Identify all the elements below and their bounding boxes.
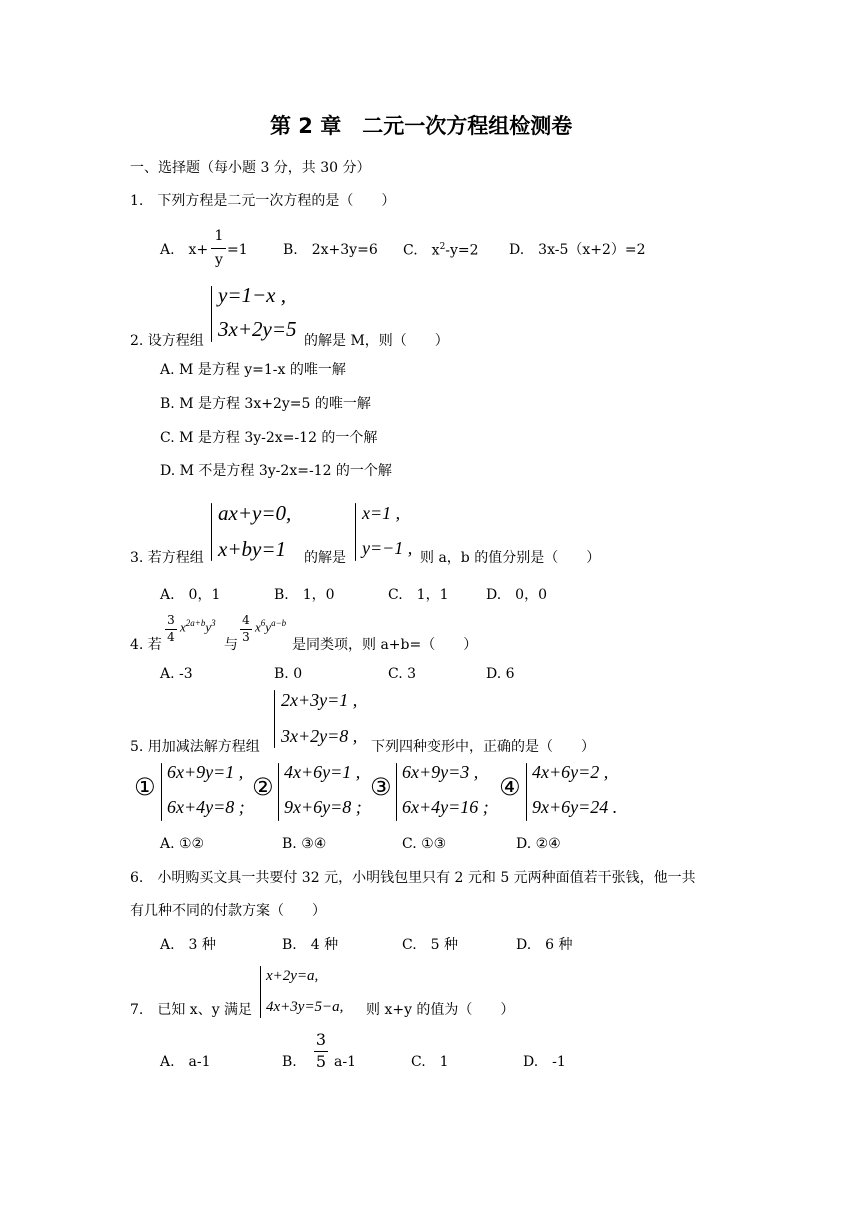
question-2-stem: 2. 设方程组 — [130, 333, 204, 349]
equation: 4x+6y=1 , — [284, 762, 361, 782]
system-brace — [278, 763, 279, 821]
option-c: C. 1 — [411, 1054, 449, 1070]
equation: 6x+9y=3 , — [402, 762, 479, 782]
equation: 9x+6y=8 ; — [284, 797, 362, 817]
question-6-line-2: 有几种不同的付款方案（ ） — [130, 903, 326, 919]
question-4-stem: 4. 若 — [130, 637, 162, 653]
option-d: D. 3x-5（x+2）=2 — [509, 242, 646, 258]
equation: x+by=1 — [218, 537, 286, 561]
equation: 6x+4y=8 ; — [167, 797, 245, 817]
question-3-stem: 3. 若方程组 — [130, 550, 204, 566]
fraction-numerator: 1 — [214, 228, 224, 244]
option-a: A. ①② — [160, 836, 205, 852]
fraction-denominator: 5 — [315, 1052, 327, 1071]
fraction-denominator: 3 — [242, 630, 250, 644]
fraction-numerator: 3 — [167, 613, 175, 627]
option-d: D. 0，0 — [486, 587, 547, 603]
section-heading: 一、选择题（每小题 3 分，共 30 分） — [130, 160, 371, 176]
question-5-tail: 下列四种变形中，正确的是（ ） — [371, 739, 595, 755]
option-c: C. 5 种 — [402, 937, 459, 953]
option-d: D. 6 种 — [516, 937, 573, 953]
question-1-stem: 1. 下列方程是二元一次方程的是（ ） — [130, 193, 396, 209]
fraction-bar — [211, 248, 226, 249]
circled-two-marker: ② — [252, 773, 274, 801]
equation: 6x+9y=1 , — [167, 762, 244, 782]
question-3-mid: 的解是 — [304, 550, 346, 566]
equation: x+2y=a, — [266, 968, 319, 984]
solution-brace — [355, 503, 356, 561]
option-a: A. 3 种 — [160, 937, 216, 953]
option-a-label: A. x+ — [160, 242, 209, 258]
option-b: B. 4 种 — [282, 937, 339, 953]
option-c: C. M 是方程 3y-2x=-12 的一个解 — [160, 430, 378, 446]
system-brace — [396, 763, 397, 821]
system-brace — [211, 503, 212, 561]
equation: 6x+4y=16 ; — [402, 797, 489, 817]
option-b: B. ③④ — [282, 836, 327, 852]
system-brace — [260, 966, 261, 1018]
question-7-stem: 7. 已知 x、y 满足 — [130, 1002, 253, 1018]
option-b: B. 2x+3y=6 — [283, 242, 378, 258]
option-d: D. M 不是方程 3y-2x=-12 的一个解 — [160, 463, 392, 479]
question-5-stem: 5. 用加减法解方程组 — [130, 739, 260, 755]
option-a: A. a-1 — [160, 1054, 211, 1070]
equation: 4x+6y=2 , — [532, 762, 609, 782]
system-brace — [211, 286, 212, 342]
question-6-line-1: 6. 小明购买文具一共要付 32 元，小明钱包里只有 2 元和 5 元两种面值若干张钱，他一共 — [130, 870, 696, 886]
option-a: A. -3 — [160, 666, 193, 682]
circled-one-marker: ① — [134, 773, 156, 801]
fraction-denominator: y — [215, 252, 223, 268]
monomial: $x^6y^{a-b}$ — [255, 618, 287, 635]
fraction-numerator: 4 — [242, 613, 250, 627]
fraction-denominator: 4 — [167, 630, 175, 644]
circled-three-marker: ③ — [370, 773, 392, 801]
question-7-tail: 则 x+y 的值为（ ） — [366, 1002, 515, 1018]
option-a-tail: =1 — [227, 242, 248, 258]
equation: y=1−x , — [218, 283, 286, 307]
equation: 2x+3y=1 , — [281, 690, 358, 710]
equation: 3x+2y=8 , — [281, 726, 358, 746]
option-d: D. -1 — [523, 1054, 566, 1070]
option-a: A. 0，1 — [160, 587, 221, 603]
solution: x=1 , — [362, 503, 401, 523]
equation: ax+y=0, — [218, 501, 292, 525]
option-b: B. M 是方程 3x+2y=5 的唯一解 — [160, 396, 371, 412]
page-title: 第 2 章 二元一次方程组检测卷 — [270, 114, 573, 138]
question-4-tail: 是同类项，则 a+b=（ ） — [292, 637, 478, 653]
question-4-with: 与 — [224, 637, 238, 653]
option-d: D. ②④ — [516, 836, 561, 852]
option-c: C. 1，1 — [388, 587, 449, 603]
option-b: B. 0 — [274, 666, 303, 682]
monomial: $x^{2a+b}y^3$ — [180, 618, 216, 635]
option-d: D. 6 — [486, 666, 515, 682]
system-brace — [274, 690, 275, 748]
solution: y=−1 , — [362, 538, 413, 558]
equation: 9x+6y=24 . — [532, 797, 618, 817]
option-b-label: B. — [282, 1054, 297, 1070]
option-c: C. ①③ — [402, 836, 447, 852]
circled-four-marker: ④ — [499, 773, 521, 801]
option-c: C. 3 — [388, 666, 417, 682]
equation: 3x+2y=5 — [218, 317, 297, 341]
option-b-tail: a-1 — [334, 1054, 356, 1070]
system-brace — [526, 763, 527, 821]
option-c: C. $x^2-y=2$ — [403, 242, 479, 259]
option-b: B. 1，0 — [274, 587, 335, 603]
question-2-tail: 的解是 M，则（ ） — [304, 333, 449, 349]
question-3-tail: 则 a，b 的值分别是（ ） — [420, 550, 601, 566]
option-a: A. M 是方程 y=1-x 的唯一解 — [160, 362, 346, 378]
equation: 4x+3y=5−a, — [266, 999, 344, 1015]
fraction-numerator: 3 — [315, 1030, 327, 1049]
system-brace — [161, 763, 162, 821]
